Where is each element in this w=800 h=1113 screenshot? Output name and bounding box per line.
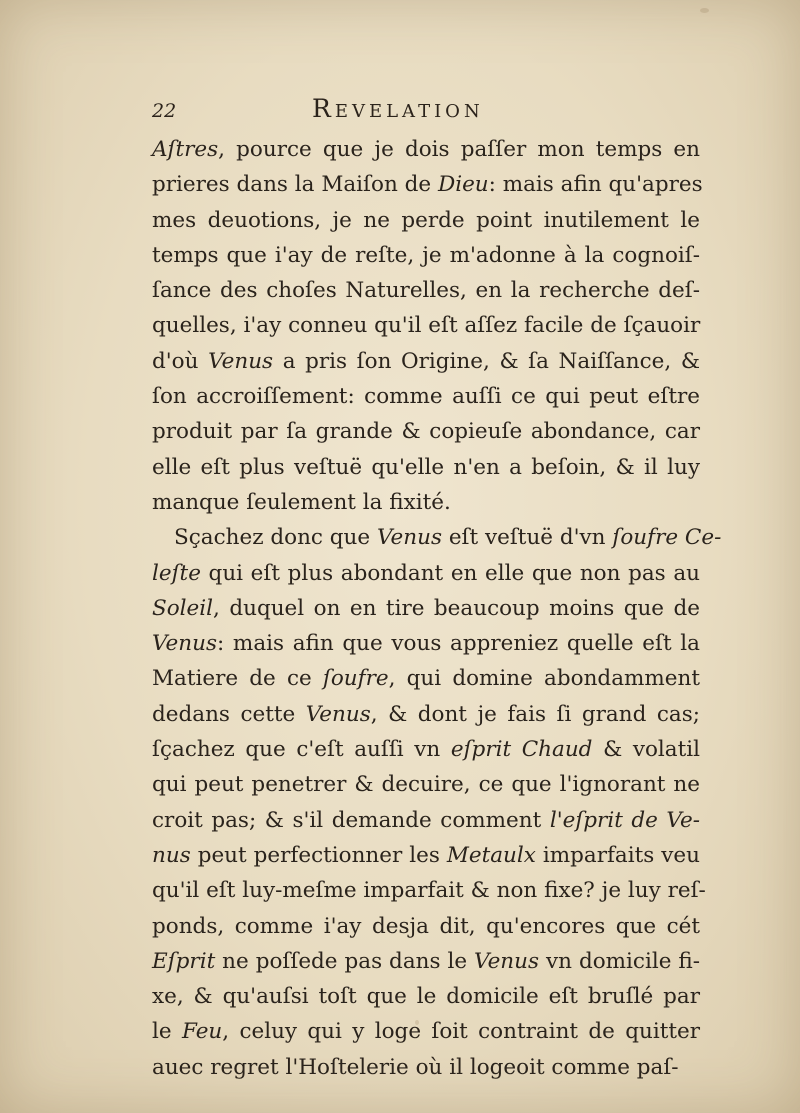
text-line [152, 379, 700, 414]
page-number: 22 [152, 100, 177, 122]
text-segment: le [152, 1019, 182, 1045]
text-segment: xe, & qu'auſsi toſt que le domicile eſt bruſlé par [152, 984, 700, 1010]
italic-text: ſoufre Ce- [612, 525, 722, 551]
text-segment: d'où [152, 348, 209, 374]
italic-text: Metaulx [446, 842, 536, 868]
text-line [152, 591, 700, 626]
text-segment: croit pas; & s'il demande comment [152, 807, 550, 833]
text-line [152, 238, 700, 273]
text-line [152, 838, 700, 873]
text-line [152, 697, 700, 732]
text-line [152, 873, 706, 908]
text-line [152, 979, 700, 1014]
italic-text: l'eſprit de Ve- [549, 807, 700, 833]
text-segment: manque ſeulement la fixité. [152, 489, 451, 515]
text-segment: eſt veſtuë d'vn [441, 525, 613, 551]
text-segment: qui eſt plus abondant en elle que non pas au [200, 560, 700, 586]
text-segment: ſon accroiſſement: comme auſſi ce qui peut eſtre [152, 384, 700, 410]
italic-text: Venus [474, 948, 540, 974]
italic-text: Soleil [152, 595, 214, 621]
text-segment: & volatil [592, 737, 700, 763]
text-segment: produit par ſa grande & copieuſe abondance, car [152, 419, 700, 445]
text-line [152, 167, 703, 202]
italic-text: ſoufre [322, 666, 389, 692]
text-segment: Sçachez donc que [174, 525, 377, 551]
text-segment: ſçachez que c'eſt auſſi vn [152, 737, 451, 763]
italic-text: Venus [208, 348, 274, 374]
text-line [152, 732, 700, 767]
italic-text: Aſtres [152, 137, 219, 162]
text-line [152, 909, 700, 944]
text-line [152, 661, 700, 696]
text-segment: Matiere de ce [152, 666, 323, 692]
text-line [152, 414, 700, 449]
text-segment: ponds, comme i'ay desja dit, qu'encores que cét [152, 913, 700, 939]
text-line [152, 132, 700, 167]
text-segment: a pris ſon Origine, & ſa Naiſſance, & [273, 348, 700, 374]
text-segment: , pource que je dois paſſer mon temps en [218, 137, 700, 162]
text-line [152, 626, 700, 661]
italic-text: leſte [152, 560, 201, 586]
italic-text: Venus [376, 525, 442, 551]
running-title: Revelation [312, 94, 484, 123]
text-line [152, 767, 700, 802]
text-segment: elle eſt plus veſtuë qu'elle n'en a beſoin, & il luy [152, 454, 700, 480]
text-line [152, 450, 700, 485]
text-line [152, 273, 700, 308]
text-segment: dedans cette [152, 701, 306, 727]
text-segment: , duquel on en tire beaucoup moins que de [213, 595, 700, 621]
italic-text: Venus [152, 631, 218, 657]
text-segment: imparfaits veu [535, 842, 700, 868]
italic-text: eſprit Chaud [450, 737, 593, 763]
body-text [152, 132, 722, 1085]
text-segment: qui peut penetrer & decuire, ce que l'ignorant ne [152, 772, 700, 798]
text-segment: : mais afin que vous appreniez quelle eſt la [217, 631, 700, 657]
page-header [152, 94, 692, 128]
text-segment: qu'il eſt luy-meſme imparfait & non fixe? je luy reſ- [152, 878, 706, 904]
text-segment: , celuy qui y loge ſoit contraint de quitter [222, 1019, 701, 1045]
text-line [152, 944, 700, 979]
text-segment: peut perfectionner les [190, 842, 447, 868]
text-line [152, 308, 700, 343]
text-segment: ne poſſede pas dans le [215, 948, 475, 974]
text-segment: prieres dans la Maiſon de [152, 172, 438, 198]
text-line [152, 203, 700, 238]
text-line [152, 344, 700, 379]
italic-text: Feu [181, 1019, 223, 1045]
text-segment: , qui domine abondamment [388, 666, 700, 692]
italic-text: nus [152, 842, 191, 868]
text-segment: ſance des choſes Naturelles, en la recherche deſ- [152, 278, 700, 304]
paper-stain [700, 8, 709, 13]
text-line [152, 1014, 700, 1049]
text-segment: , & dont je fais ſi grand cas; [370, 701, 700, 727]
text-line [152, 1050, 700, 1085]
text-segment: quelles, i'ay conneu qu'il eſt aſſez facile de ſçauoir [152, 313, 701, 339]
text-line [152, 485, 700, 520]
text-segment: auec regret l'Hoſtelerie où il logeoit comme paſ- [152, 1054, 679, 1080]
text-segment: mes deuotions, je ne perde point inutilement le [152, 207, 700, 233]
italic-text: Dieu [437, 172, 489, 198]
italic-text: Venus [305, 701, 371, 727]
text-line [152, 803, 700, 838]
italic-text: Eſprit [152, 948, 216, 974]
text-line [152, 556, 700, 591]
text-line [152, 520, 722, 555]
text-segment: : mais afin qu'apres [488, 172, 703, 198]
text-segment: temps que i'ay de reſte, je m'adonne à la cognoiſ- [152, 242, 700, 268]
text-segment: vn domicile fi- [539, 948, 700, 974]
